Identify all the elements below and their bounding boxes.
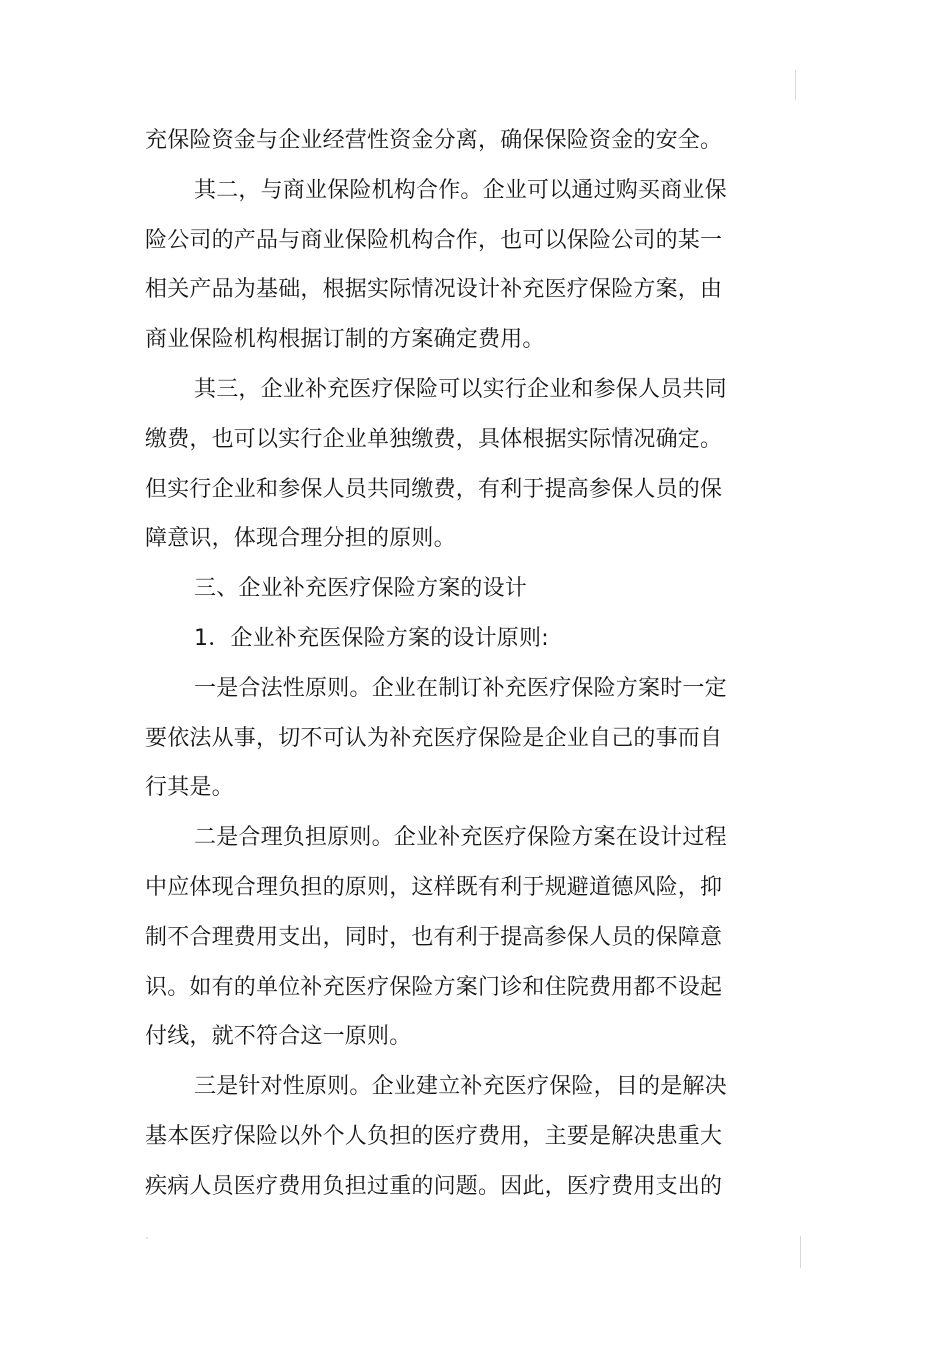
page-edge-mark-bottom bbox=[800, 1236, 801, 1268]
paragraph-line: 其三，企业补充医疗保险可以实行企业和参保人员共同 bbox=[194, 376, 727, 402]
document-body bbox=[145, 116, 745, 1212]
paragraph-line: 制不合理费用支出，同时，也有利于提高参保人员的保障意 bbox=[145, 924, 723, 950]
paragraph-line: 障意识，体现合理分担的原则。 bbox=[145, 526, 456, 552]
paragraph-line: 疾病人员医疗费用负担过重的问题。因此，医疗费用支出的 bbox=[145, 1173, 723, 1199]
paragraph-line: 商业保险机构根据订制的方案确定费用。 bbox=[145, 327, 545, 353]
section-heading: 三、企业补充医疗保险方案的设计 bbox=[194, 576, 528, 602]
paragraph-line: 要依法从事，切不可认为补充医疗保险是企业自己的事而自 bbox=[145, 725, 723, 751]
page-edge-mark-top bbox=[795, 70, 796, 100]
paragraph-line: 二是合理负担原则。企业补充医疗保险方案在设计过程 bbox=[194, 825, 727, 851]
paragraph-line: 充保险资金与企业经营性资金分离，确保保险资金的安全。 bbox=[145, 128, 723, 153]
scan-dot-mark bbox=[146, 1237, 148, 1239]
paragraph-line: 三是针对性原则。企业建立补充医疗保险，目的是解决 bbox=[194, 1074, 727, 1100]
paragraph-line: 相关产品为基础，根据实际情况设计补充医疗保险方案，由 bbox=[145, 277, 723, 303]
paragraph-line: 识。如有的单位补充医疗保险方案门诊和住院费用都不设起 bbox=[145, 974, 723, 1000]
paragraph-line: 基本医疗保险以外个人负担的医疗费用，主要是解决患重大 bbox=[145, 1123, 723, 1149]
paragraph-line: 一是合法性原则。企业在制订补充医疗保险方案时一定 bbox=[194, 675, 727, 701]
paragraph-line: 行其是。 bbox=[145, 775, 234, 801]
paragraph-line: 其二，与商业保险机构合作。企业可以通过购买商业保 bbox=[194, 177, 727, 203]
paragraph-line: 险公司的产品与商业保险机构合作，也可以保险公司的某一 bbox=[145, 227, 723, 253]
paragraph-line: 缴费，也可以实行企业单独缴费，具体根据实际情况确定。 bbox=[145, 426, 723, 452]
paragraph-line: 但实行企业和参保人员共同缴费，有利于提高参保人员的保 bbox=[145, 476, 723, 502]
paragraph-line: 付线，就不符合这一原则。 bbox=[145, 1024, 412, 1050]
subsection-heading: 1．企业补充医保险方案的设计原则: bbox=[194, 625, 549, 651]
paragraph-line: 中应体现合理负担的原则，这样既有利于规避道德风险，抑 bbox=[145, 874, 723, 900]
